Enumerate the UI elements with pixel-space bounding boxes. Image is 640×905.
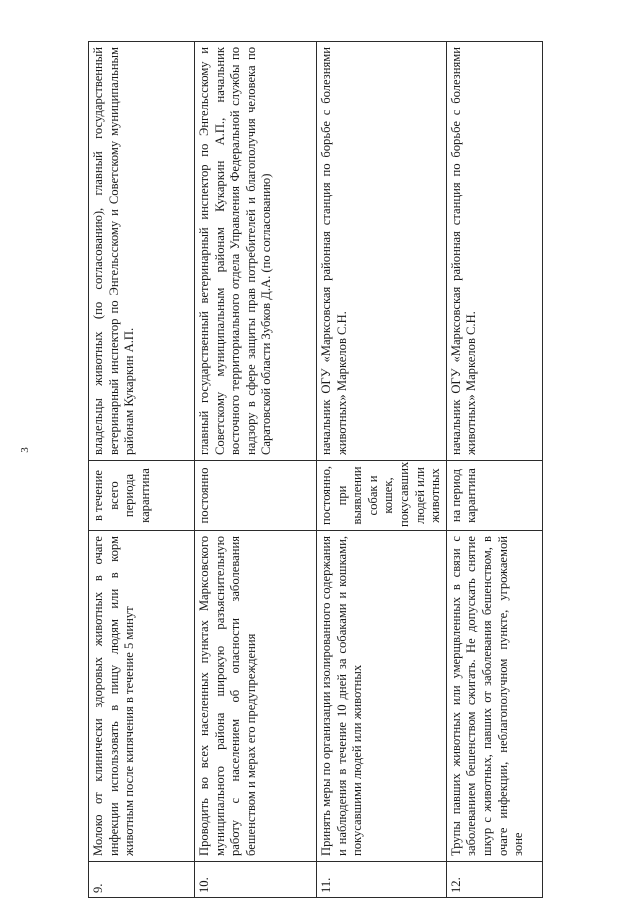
measures-table [88, 41, 543, 898]
measure-cell: Молоко от клинически здоровых животных в очаге инфекции использовать в пищу людям или в корм животным после кипячения в течение 5 минут [89, 531, 195, 862]
rotated-table-wrapper [88, 42, 534, 898]
table-row [317, 42, 447, 898]
measure-cell: Трупы павших животных или умерщвленных в связи с заболеванием бешенством сжигать. Не допускать снятие шкур с животных, павших от заболевания бешенством, в очаге инфекции, неблагополучном пункте, угрожаемой зоне [446, 531, 542, 862]
table-row [89, 42, 195, 898]
row-number: 12. [446, 862, 542, 898]
page-number: 3 [18, 447, 31, 453]
term-cell: на период карантина [446, 461, 542, 531]
row-number: 9. [89, 862, 195, 898]
responsible-cell: владельцы животных (по согласованию), главный государственный ветеринарный инспектор по Энгельсскому и Советскому муниципальным районам Кукаркин А.П. [89, 42, 195, 461]
term-cell: постоянно [195, 461, 317, 531]
measure-cell: Проводить во всех населенных пунктах Марксовского муниципального района широкую разъяснительную работу с населением об опасности заболевания бешенством и мерах его предупреждения [195, 531, 317, 862]
table-row [195, 42, 317, 898]
responsible-cell: главный государственный ветеринарный инспектор по Энгельсскому и Советскому муниципальным районам Кукаркин А.П., начальник восточного территориального отдела Управления Федеральной службы по надзору в сфере защиты прав потребителей и благополучия человека по Саратовской области Зубков Д.А. (по согласованию) [195, 42, 317, 461]
responsible-cell: начальник ОГУ «Марксовская районная станция по борьбе с болезнями животных» Маркелов С.Н. [446, 42, 542, 461]
term-cell: в течение всего периода карантина [89, 461, 195, 531]
measure-cell: Принять меры по организации изолированного содержания и наблюдения в течение 10 дней за собаками и кошками, покусавшими людей или животных [317, 531, 447, 862]
term-cell: постоянно, при выявлении собак и кошек, покусавших людей или животных [317, 461, 447, 531]
row-number: 10. [195, 862, 317, 898]
responsible-cell: начальник ОГУ «Марксовская районная станция по борьбе с болезнями животных» Маркелов С.Н. [317, 42, 447, 461]
document-page [88, 42, 534, 898]
table-row [446, 42, 542, 898]
row-number: 11. [317, 862, 447, 898]
